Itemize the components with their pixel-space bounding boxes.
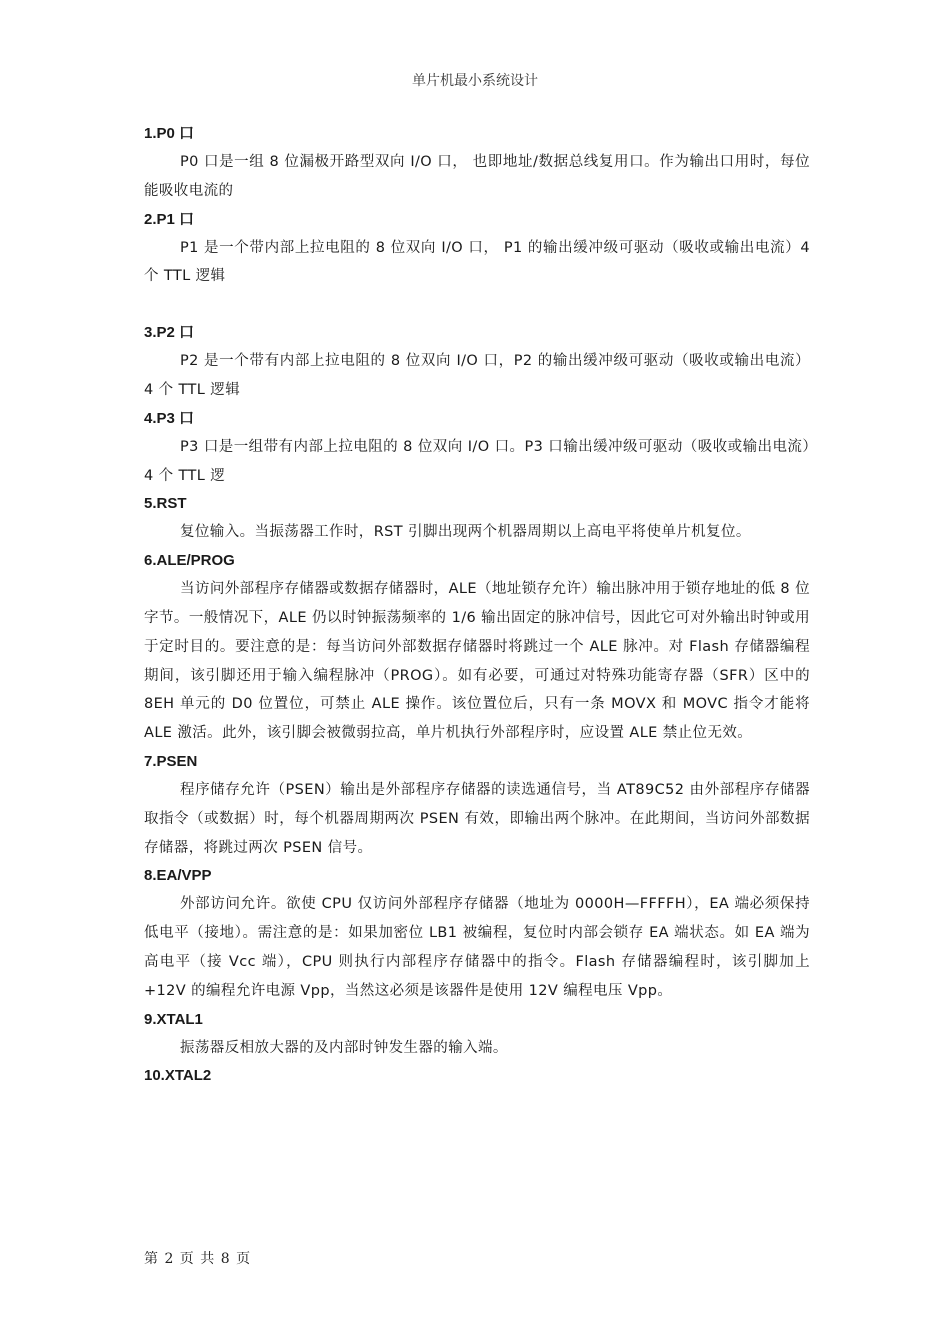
section-text-psen: 程序储存允许（PSEN）输出是外部程序存储器的读选通信号，当 AT89C52 由外部程序存储器取指令（或数据）时，每个机器周期两次 PSEN 有效，即输出两个脉冲。在此期间，当访问外部数据存储器，将跳过两次 PSEN 信号。 (144, 781, 810, 856)
page-number-footer: 第 2 页 共 8 页 (144, 1251, 252, 1267)
section-heading-ea-vpp: 8.EA/VPP (144, 867, 212, 885)
section-heading-p3: 4.P3 口 (144, 409, 195, 427)
section-heading-ale-prog: 6.ALE/PROG (144, 552, 235, 570)
page-header: 单片机最小系统设计 (412, 73, 538, 89)
section-text-p1: P1 是一个带内部上拉电阻的 8 位双向 I/O 口， P1 的输出缓冲级可驱动（吸收或输出电流）4 个 TTL 逻辑 (144, 239, 810, 285)
section-text-p3: P3 口是一组带有内部上拉电阻的 8 位双向 I/O 口。P3 口输出缓冲级可驱动（吸收或输出电流）4 个 TTL 逻 (144, 438, 810, 484)
section-heading-psen: 7.PSEN (144, 752, 198, 770)
section-heading-rst: 5.RST (144, 495, 187, 513)
section-heading-p0: 1.P0 口 (144, 125, 195, 142)
section-text-xtal1: 振荡器反相放大器的及内部时钟发生器的输入端。 (180, 1039, 508, 1056)
document-body (144, 120, 810, 1090)
section-text-ea-vpp: 外部访问允许。欲使 CPU 仅访问外部程序存储器（地址为 0000H—FFFFH），EA 端必须保持低电平（接地）。需注意的是：如果加密位 LB1 被编程，复位时内部会锁存 EA 端状态。如 EA 端为高电平（接 Vcc 端），CPU 则执行内部程序存储器中的指令。Flash 存储器编程时，该引脚加上+12V 的编程允许电源 Vpp，当然这必须是该器件是使用 12V 编程电压 Vpp。 (144, 896, 810, 999)
section-text-p2: P2 是一个带有内部上拉电阻的 8 位双向 I/O 口，P2 的输出缓冲级可驱动（吸收或输出电流）4 个 TTL 逻辑 (144, 353, 810, 398)
section-text-rst: 复位输入。当振荡器工作时，RST 引脚出现两个机器周期以上高电平将使单片机复位。 (180, 524, 751, 541)
section-heading-p1: 2.P1 口 (144, 210, 195, 228)
section-text-p0: P0 口是一组 8 位漏极开路型双向 I/O 口， 也即地址/数据总线复用口。作为输出口用时，每位能吸收电流的 (144, 154, 810, 199)
section-heading-xtal1: 9.XTAL1 (144, 1010, 203, 1028)
section-heading-xtal2: 10.XTAL2 (144, 1067, 212, 1085)
section-heading-p2: 3.P2 口 (144, 324, 195, 342)
section-text-ale-prog: 当访问外部程序存储器或数据存储器时，ALE（地址锁存允许）输出脉冲用于锁存地址的低 8 位字节。一般情况下，ALE 仍以时钟振荡频率的 1/6 输出固定的脉冲信号，因此它可对外输出时钟或用于定时目的。要注意的是：每当访问外部数据存储器时将跳过一个 ALE 脉冲。对 Flash 存储器编程期间，该引脚还用于输入编程脉冲（PROG）。如有必要，可通过对特殊功能寄存器（SFR）区中的 8EH 单元的 D0 位置位，可禁止 ALE 操作。该位置位后，只有一条 MOVX 和 MOVC 指令才能将 ALE 激活。此外，该引脚会被微弱拉高，单片机执行外部程序时，应设置 ALE 禁止位无效。 (144, 581, 810, 742)
blank-line (144, 291, 810, 319)
